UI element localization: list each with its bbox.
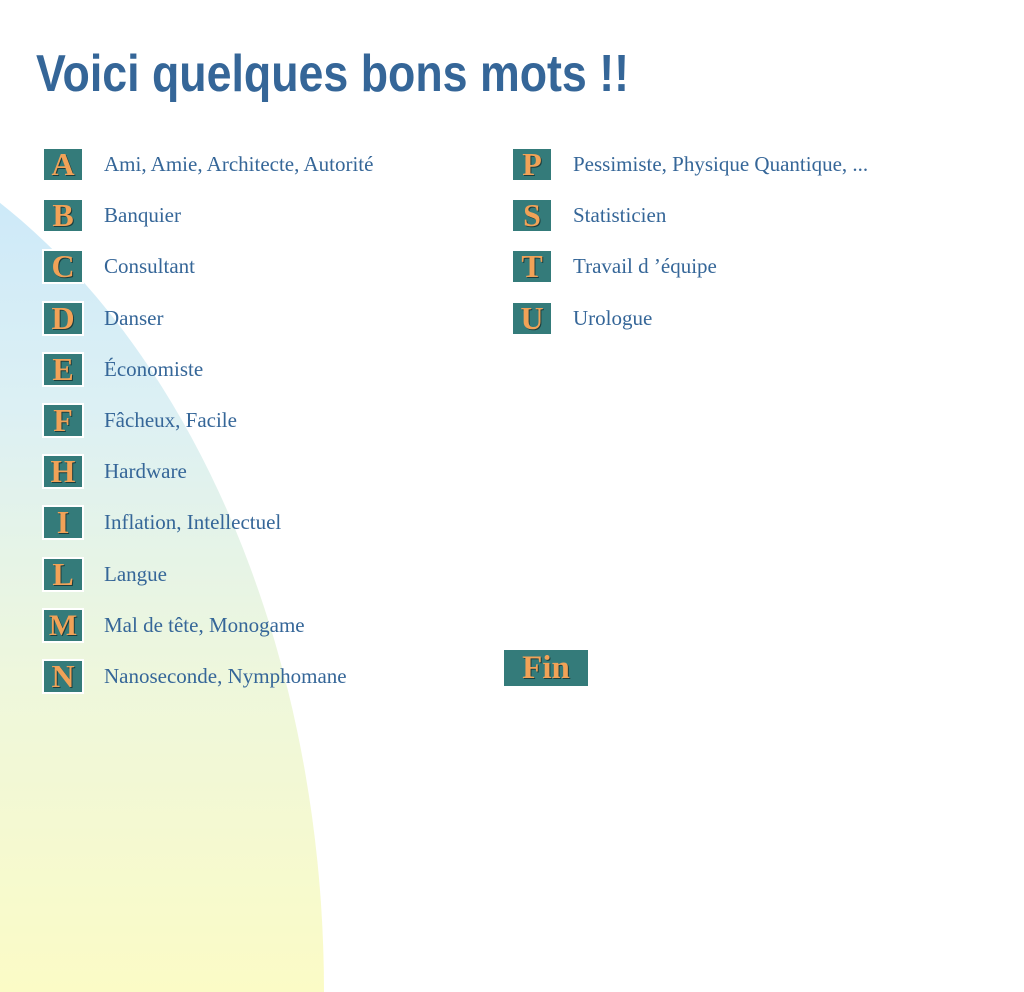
item-text: Mal de tête, Monogame: [104, 612, 305, 637]
letter-badge-u[interactable]: U: [511, 301, 553, 336]
item-text: Banquier: [104, 203, 181, 228]
letter-badge-t[interactable]: T: [511, 249, 553, 284]
letter-badge-a[interactable]: A: [42, 147, 84, 182]
left-word-list: [42, 139, 373, 702]
list-item[interactable]: [511, 139, 868, 190]
item-text: Travail d ’équipe: [573, 254, 717, 279]
letter-badge-e[interactable]: E: [42, 352, 84, 387]
letter-badge-h[interactable]: H: [42, 454, 84, 489]
letter-badge-c[interactable]: C: [42, 249, 84, 284]
item-text: Statisticien: [573, 203, 667, 228]
letter-badge-i[interactable]: I: [42, 505, 84, 540]
list-item[interactable]: [511, 241, 868, 292]
letter-badge-d[interactable]: D: [42, 301, 84, 336]
letter-badge-m[interactable]: M: [42, 608, 84, 643]
item-text: Pessimiste, Physique Quantique, ...: [573, 152, 869, 177]
list-item[interactable]: [42, 549, 373, 600]
fin-button[interactable]: Fin: [502, 648, 590, 688]
list-item[interactable]: [42, 344, 373, 395]
letter-badge-s[interactable]: S: [511, 198, 553, 233]
item-text: Danser: [104, 305, 164, 330]
item-text: Fâcheux, Facile: [104, 408, 237, 433]
list-item[interactable]: [42, 446, 373, 497]
item-text: Hardware: [104, 459, 187, 484]
list-item[interactable]: [42, 651, 373, 702]
item-text: Inflation, Intellectuel: [104, 510, 282, 535]
letter-badge-b[interactable]: B: [42, 198, 84, 233]
list-item[interactable]: [42, 497, 373, 548]
list-item[interactable]: [42, 190, 373, 241]
letter-badge-n[interactable]: N: [42, 659, 84, 694]
item-text: Ami, Amie, Architecte, Autorité: [104, 152, 374, 177]
letter-badge-p[interactable]: P: [511, 147, 553, 182]
list-item[interactable]: [42, 600, 373, 651]
item-text: Nanoseconde, Nymphomane: [104, 663, 347, 688]
list-item[interactable]: [511, 190, 868, 241]
right-word-list: [511, 139, 868, 344]
list-item[interactable]: [42, 139, 373, 190]
letter-badge-l[interactable]: L: [42, 557, 84, 592]
item-text: Consultant: [104, 254, 196, 279]
list-item[interactable]: [42, 241, 373, 292]
item-text: Urologue: [573, 305, 653, 330]
item-text: Langue: [104, 561, 167, 586]
list-item[interactable]: [42, 395, 373, 446]
item-text: Économiste: [104, 356, 204, 381]
slide-title: Voici quelques bons mots !!: [36, 45, 630, 103]
list-item[interactable]: [511, 293, 868, 344]
letter-badge-f[interactable]: F: [42, 403, 84, 438]
list-item[interactable]: [42, 293, 373, 344]
